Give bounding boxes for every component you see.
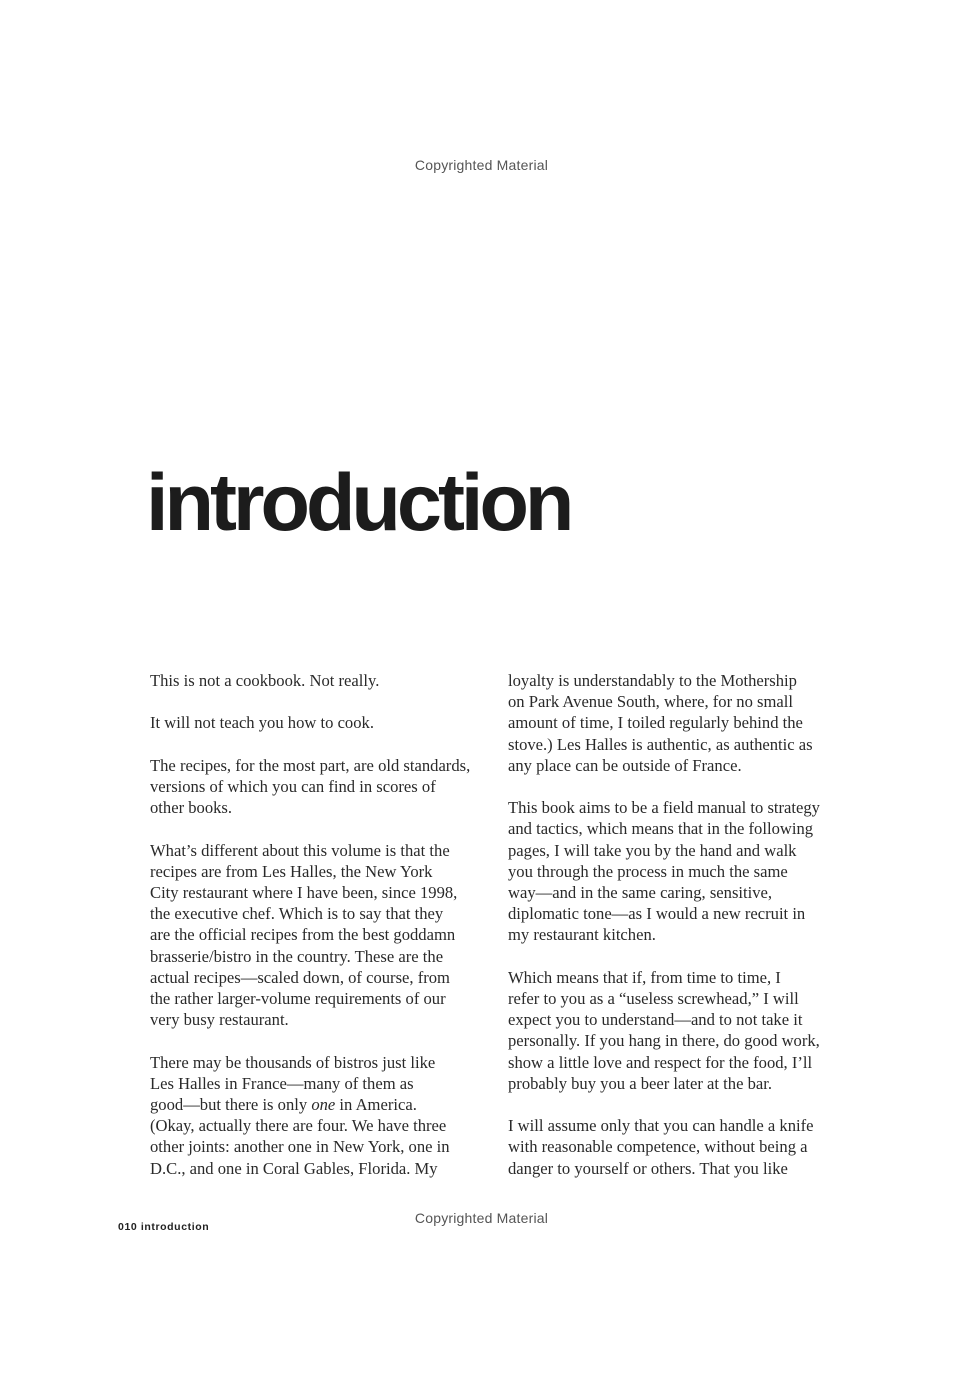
copyright-watermark-bottom: Copyrighted Material (414, 1210, 549, 1226)
paragraph (150, 755, 495, 819)
text-line: Les Halles in France—many of them as (150, 1073, 414, 1093)
body-column-left (150, 670, 495, 1179)
text-line: Which means that if, from time to time, I (508, 967, 781, 987)
paragraph (150, 840, 495, 1031)
body-column-right (508, 670, 853, 1179)
text-line: This book aims to be a field manual to strategy (508, 798, 820, 818)
text-line: my restaurant kitchen. (508, 925, 656, 945)
text-line: any place can be outside of France. (508, 755, 742, 775)
text-line: personally. If you hang in there, do good work, (508, 1031, 820, 1051)
paragraph (150, 712, 495, 733)
paragraph (508, 797, 853, 945)
text-line: the rather larger-volume requirements of our (150, 989, 446, 1008)
text-line: (Okay, actually there are four. We have three (150, 1116, 447, 1136)
text-line: expect you to understand—and to not take it (508, 1010, 803, 1030)
paragraph (508, 670, 853, 776)
text-line: stove.) Les Halles is authentic, as authentic as (508, 734, 813, 754)
text-line (150, 1094, 495, 1115)
text-line: I will assume only that you can handle a knife (508, 1116, 814, 1136)
text-line: It will not teach you how to cook. (150, 713, 374, 733)
text-line: actual recipes—scaled down, of course, from (150, 967, 450, 987)
text-line: the executive chef. Which is to say that they (150, 904, 444, 924)
text-line: refer to you as a “useless screwhead,” I will (508, 989, 799, 1009)
text-line: diplomatic tone—as I would a new recruit in (508, 904, 806, 924)
text-line: show a little love and respect for the food, I’ll (508, 1052, 813, 1072)
text-line: other joints: another one in New York, one in (150, 1137, 450, 1157)
text-line: and tactics, which means that in the following (508, 819, 814, 839)
text-line: pages, I will take you by the hand and walk (508, 840, 797, 860)
paragraph (150, 1052, 495, 1179)
text-line: amount of time, I toiled regularly behind the (508, 713, 803, 733)
text-line: recipes are from Les Halles, the New York (150, 861, 433, 881)
chapter-title: introduction (146, 458, 571, 548)
text-line: danger to yourself or others. That you like (508, 1158, 788, 1178)
text-line: are the official recipes from the best goddamn (150, 925, 456, 945)
text-run: good—but there is only (150, 1095, 312, 1114)
text-line: This is not a cookbook. Not really. (150, 671, 380, 690)
emphasized-word: one (311, 1095, 336, 1114)
copyright-watermark-top: Copyrighted Material (414, 157, 549, 173)
paragraph (508, 967, 853, 1094)
paragraph (150, 670, 495, 691)
text-line: way—and in the same caring, sensitive, (508, 883, 773, 903)
text-line: other books. (150, 798, 233, 818)
text-line: City restaurant where I have been, since 1998, (150, 882, 458, 902)
text-line: What’s different about this volume is that the (150, 840, 450, 860)
text-line: probably buy you a beer later at the bar. (508, 1073, 773, 1093)
text-line: D.C., and one in Coral Gables, Florida. My (150, 1158, 438, 1178)
text-run: in America. (335, 1095, 417, 1114)
page-folio: 010 introduction (118, 1221, 210, 1233)
paragraph (508, 1115, 853, 1179)
text-line: you through the process in much the same (508, 861, 788, 881)
text-line: very busy restaurant. (150, 1010, 289, 1030)
text-line: There may be thousands of bistros just like (150, 1052, 436, 1072)
text-line: brasserie/bistro in the country. These are the (150, 946, 444, 966)
text-line: with reasonable competence, without being a (508, 1137, 808, 1157)
text-line: loyalty is understandably to the Mothership (508, 671, 797, 690)
text-line: versions of which you can find in scores of (150, 776, 436, 796)
text-line: The recipes, for the most part, are old standards, (150, 755, 471, 775)
text-line: on Park Avenue South, where, for no small (508, 692, 793, 712)
